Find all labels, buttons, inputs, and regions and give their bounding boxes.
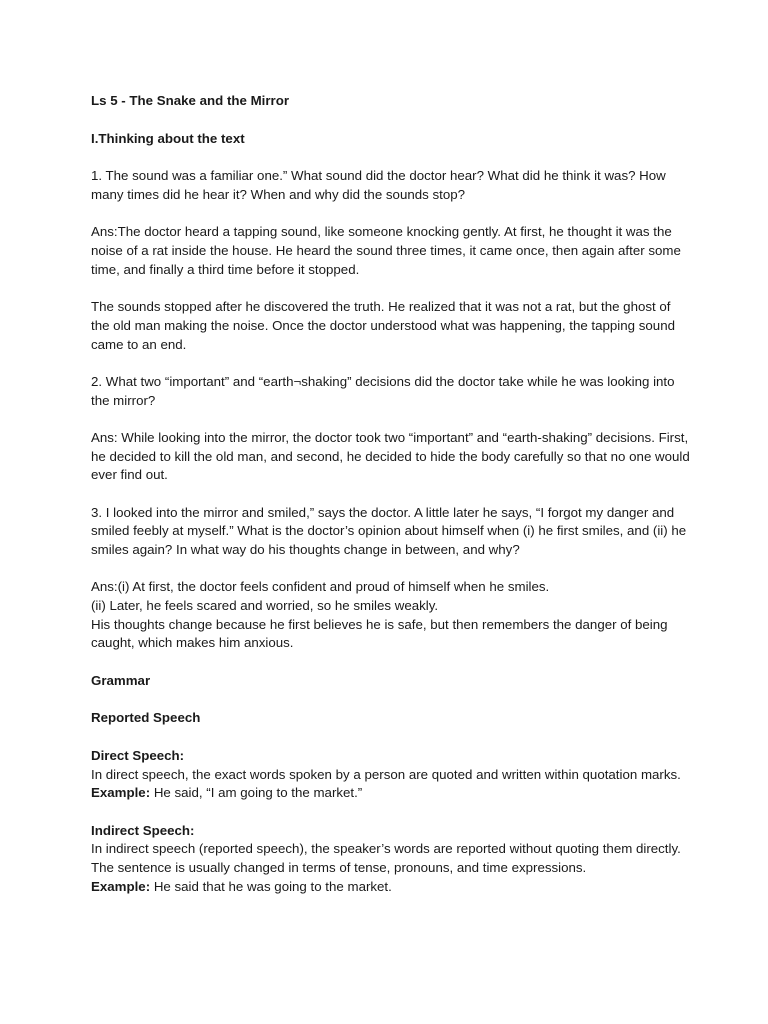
direct-speech-example — [91, 784, 691, 803]
answer-1-paragraph-2: The sounds stopped after he discovered the truth. He realized that it was not a rat, but the ghost of the old man making the noise. Once the doctor understood what was happening, the tapping sound came to an end. — [91, 299, 675, 352]
answer-1-paragraph-1: Ans:The doctor heard a tapping sound, like someone knocking gently. At first, he thought it was the noise of a rat inside the house. He heard the sound three times, it came once, then again after some time, and finally a third time before it stopped. — [91, 224, 681, 277]
reported-speech-heading: Reported Speech — [91, 710, 201, 726]
question-2: 2. What two “important” and “earth¬shaking” decisions did the doctor take while he was looking into the mirror? — [91, 373, 675, 408]
document-title: Ls 5 - The Snake and the Mirror — [91, 93, 290, 108]
answer-3-line-2: (ii) Later, he feels scared and worried, so he smiles weakly. — [91, 597, 439, 613]
direct-speech-heading: Direct Speech: — [91, 748, 185, 764]
indirect-speech-description: In indirect speech (reported speech), the speaker’s words are reported without quoting them directly. The sentence is usually changed in terms of tense, pronouns, and time expressions. — [91, 841, 681, 876]
direct-example-label: Example: — [91, 785, 151, 801]
indirect-example-text: He said that he was going to the market. — [150, 878, 392, 894]
indirect-speech-block — [91, 822, 691, 897]
document-page — [91, 92, 691, 897]
direct-example-text: He said, “I am going to the market.” — [150, 785, 363, 801]
question-3: 3. I looked into the mirror and smiled,” says the doctor. A little later he says, “I forgot my danger and smiled feebly at myself.” What is the doctor’s opinion about himself when (i) he first smiles, and (ii) he smiles again? In what way do his thoughts change in between, and why? — [91, 504, 687, 557]
indirect-speech-example — [91, 878, 691, 897]
answer-3-line-3: His thoughts change because he first believes he is safe, but then remembers the danger of being caught, which makes him anxious. — [91, 616, 668, 651]
section-heading-thinking: I.Thinking about the text — [91, 130, 245, 146]
indirect-example-label: Example: — [91, 878, 151, 894]
answer-3-line-1: Ans:(i) At first, the doctor feels confident and proud of himself when he smiles. — [91, 579, 550, 595]
answer-2: Ans: While looking into the mirror, the doctor took two “important” and “earth-shaking” decisions. First, he decided to kill the old man, and second, he decided to hide the body carefully so that no one would ever find out. — [91, 429, 690, 483]
direct-speech-block — [91, 747, 691, 803]
answer-3 — [91, 578, 691, 653]
indirect-speech-heading: Indirect Speech: — [91, 822, 195, 838]
direct-speech-description: In direct speech, the exact words spoken by a person are quoted and written within quotation marks. — [91, 766, 681, 782]
grammar-heading: Grammar — [91, 672, 151, 688]
question-1: 1. The sound was a familiar one.” What sound did the doctor hear? What did he think it was? How many times did he hear it? When and why did the sounds stop? — [91, 168, 666, 203]
